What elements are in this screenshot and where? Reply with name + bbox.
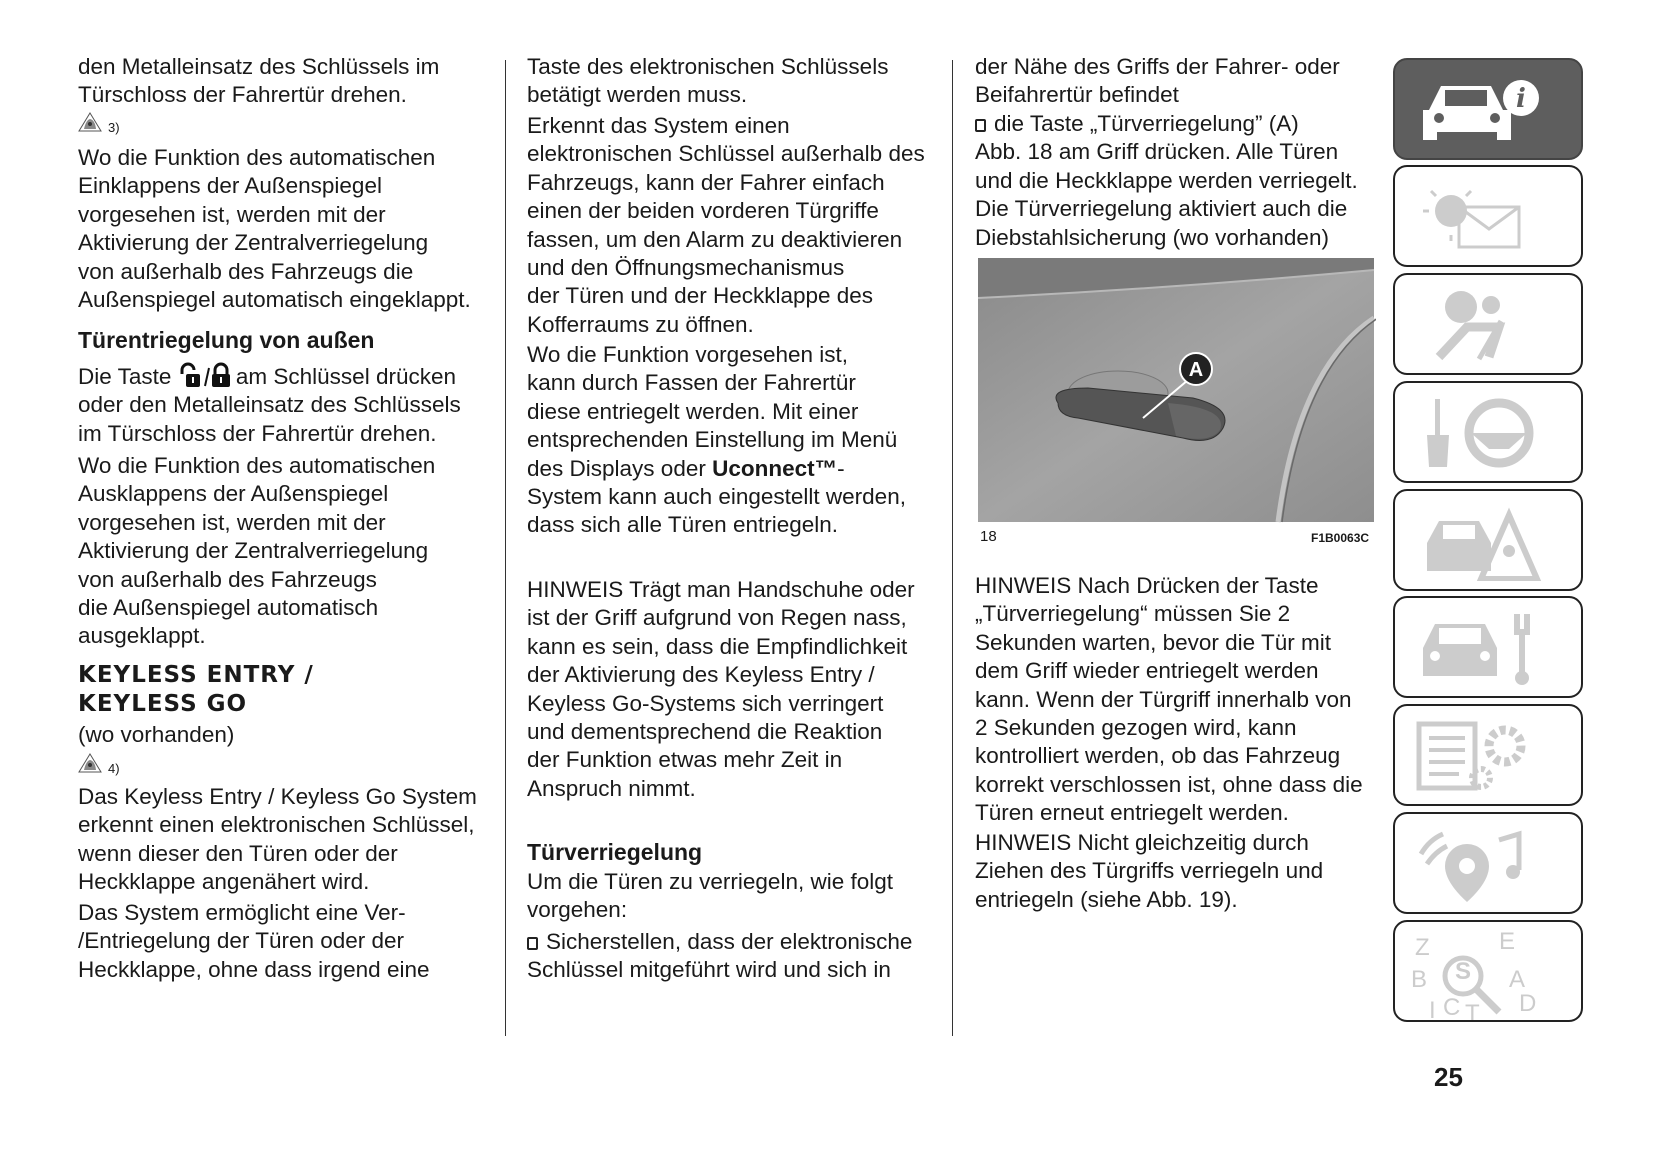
text-line: ist der Griff aufgrund von Regen nass, xyxy=(527,605,907,631)
text-line: von außerhalb des Fahrzeugs die xyxy=(78,258,414,284)
index-letter: A xyxy=(1509,966,1526,993)
chapter-tab[interactable] xyxy=(1393,489,1583,591)
section-heading xyxy=(78,661,314,719)
text-line: Einklappens der Außenspiegel xyxy=(78,173,382,199)
text-line: den Metalleinsatz des Schlüssels im xyxy=(78,54,440,79)
paragraph xyxy=(78,452,435,651)
chapter-tab[interactable] xyxy=(1393,920,1583,1022)
text-line: wenn dieser den Türen oder der xyxy=(78,840,398,866)
index-letter: T xyxy=(1465,1000,1480,1022)
text-line: KEYLESS GO xyxy=(78,691,248,717)
text-line: HINWEIS Nicht gleichzeitig durch xyxy=(975,830,1309,855)
text-segment: Sicherstellen, dass der elektronische xyxy=(546,929,913,954)
paragraph xyxy=(78,362,461,448)
text-line: vorgehen: xyxy=(527,897,628,923)
text-segment: am Schlüssel drücken xyxy=(229,364,456,389)
paragraph xyxy=(78,144,471,314)
paragraph xyxy=(527,928,912,985)
paragraph xyxy=(975,110,1358,252)
text-line: der Aktivierung des Keyless Entry / xyxy=(527,662,875,688)
chapter-tab[interactable] xyxy=(1393,58,1583,160)
figure-code: F1B0063C xyxy=(1311,531,1370,545)
text-line: im Türschloss der Fahrertür drehen. xyxy=(78,420,437,446)
subsection-heading xyxy=(78,326,374,354)
chapter-tab[interactable] xyxy=(1393,596,1583,698)
text-line: Taste des elektronischen Schlüssels xyxy=(527,54,889,79)
text-line: der Türen und der Heckklappe des xyxy=(527,283,874,309)
text-segment: - xyxy=(837,455,845,481)
text-line: Türen erneut entriegelt werden. xyxy=(975,800,1289,826)
paragraph xyxy=(78,783,477,897)
text-line: /Entriegelung der Türen oder der xyxy=(78,928,405,954)
text-line: diese entriegelt werden. Mit einer xyxy=(527,398,859,424)
chapter-tab[interactable] xyxy=(1393,812,1583,914)
text-line: Türentriegelung von außen xyxy=(78,327,375,353)
warning-triangle-icon xyxy=(78,753,102,783)
text-line: die Außenspiegel automatisch xyxy=(78,595,379,621)
warning-reference xyxy=(78,112,120,142)
figure-number: 18 xyxy=(980,528,997,545)
paragraph xyxy=(975,572,1363,828)
text-line: Wo die Funktion des automatischen xyxy=(78,145,436,170)
text-line: Die Türverriegelung aktiviert auch die xyxy=(975,196,1348,222)
text-line: Wo die Funktion vorgesehen ist, xyxy=(527,342,849,367)
paragraph xyxy=(527,868,893,925)
text-line: Wo die Funktion des automatischen xyxy=(78,453,436,478)
bullet-box-icon xyxy=(975,119,986,132)
index-letter: S xyxy=(1455,958,1472,985)
text-line: kontrolliert werden, ob das Fahrzeug xyxy=(975,743,1341,769)
text-line: Aktivierung der Zentralverriegelung xyxy=(78,538,429,564)
warning-ref-number: 3) xyxy=(108,120,120,135)
warning-ref-number: 4) xyxy=(108,761,120,776)
column-divider xyxy=(952,60,953,1036)
lock-unlock-icons xyxy=(178,364,230,389)
text-line xyxy=(975,110,1358,138)
bullet-box-icon xyxy=(527,937,538,950)
text-line: und die Heckklappe werden verriegelt. xyxy=(975,167,1358,193)
text-line: dem Griff wieder entriegelt werden xyxy=(975,658,1319,684)
subsection-heading xyxy=(527,838,702,866)
text-line: Aktivierung der Zentralverriegelung xyxy=(78,230,429,256)
paragraph xyxy=(527,576,915,803)
text-line: der Funktion etwas mehr Zeit in xyxy=(527,747,843,773)
chapter-tab[interactable] xyxy=(1393,381,1583,483)
index-letter: C xyxy=(1443,994,1461,1021)
text-line: von außerhalb des Fahrzeugs xyxy=(78,566,377,592)
index-letter: B xyxy=(1411,966,1428,993)
paragraph xyxy=(78,721,234,749)
text-line: Erkennt das System einen xyxy=(527,113,790,138)
text-line: Türverriegelung xyxy=(527,839,703,865)
text-line: KEYLESS ENTRY / xyxy=(78,662,314,688)
text-line: vorgesehen ist, werden mit der xyxy=(78,509,386,535)
text-line xyxy=(527,928,912,956)
column-divider xyxy=(505,60,506,1036)
text-line: Beifahrertür befindet xyxy=(975,82,1179,108)
paragraph xyxy=(527,53,888,110)
chapter-tab[interactable] xyxy=(1393,704,1583,806)
text-line: (wo vorhanden) xyxy=(78,722,235,747)
paragraph xyxy=(78,53,439,110)
index-letter: D xyxy=(1519,990,1537,1017)
text-line: oder den Metalleinsatz des Schlüssels xyxy=(78,392,461,418)
text-line: entsprechenden Einstellung im Menü xyxy=(527,427,898,453)
index-letters xyxy=(1395,922,1581,1020)
paragraph xyxy=(78,899,430,984)
text-line xyxy=(78,362,461,391)
text-line: und dementsprechend die Reaktion xyxy=(527,719,883,745)
text-line: „Türverriegelung“ müssen Sie 2 xyxy=(975,601,1291,627)
text-line xyxy=(527,455,906,483)
text-line: kann durch Fassen der Fahrertür xyxy=(527,370,856,396)
text-line: HINWEIS Trägt man Handschuhe oder xyxy=(527,577,915,602)
page-number: 25 xyxy=(1434,1062,1463,1092)
text-line: dass sich alle Türen entriegeln. xyxy=(527,512,839,538)
text-line: Heckklappe angenähert wird. xyxy=(78,869,370,895)
text-line: Anspruch nimmt. xyxy=(527,775,696,801)
text-line: Das Keyless Entry / Keyless Go System xyxy=(78,784,477,809)
bold-term: Uconnect™ xyxy=(712,455,838,481)
index-letter: Z xyxy=(1415,934,1430,961)
warning-reference xyxy=(78,753,120,783)
text-line: HINWEIS Nach Drücken der Taste xyxy=(975,573,1319,598)
text-segment: die Taste „Türverriegelung” (A) xyxy=(994,111,1299,136)
index-letter: E xyxy=(1499,928,1516,955)
text-line: betätigt werden muss. xyxy=(527,82,748,108)
text-line: Heckklappe, ohne dass irgend eine xyxy=(78,956,430,982)
text-line: Diebstahlsicherung (wo vorhanden) xyxy=(975,224,1329,250)
text-line: kann. Wenn der Türgriff innerhalb von xyxy=(975,686,1352,712)
text-line: Kofferraums zu öffnen. xyxy=(527,311,754,337)
text-line: fassen, um den Alarm zu deaktivieren xyxy=(527,226,903,252)
text-line: Um die Türen zu verriegeln, wie folgt xyxy=(527,869,893,894)
text-line: kann es sein, dass die Empfindlichkeit xyxy=(527,633,908,659)
text-line: vorgesehen ist, werden mit der xyxy=(78,201,386,227)
text-line: korrekt verschlossen ist, ohne dass die xyxy=(975,771,1363,797)
paragraph xyxy=(527,112,925,339)
paragraph xyxy=(975,53,1340,110)
text-line: und den Öffnungsmechanismus xyxy=(527,255,845,281)
chapter-tab[interactable] xyxy=(1393,273,1583,375)
text-line: System kann auch eingestellt werden, xyxy=(527,484,906,510)
text-segment: des Displays oder xyxy=(527,455,713,481)
figure-door-handle xyxy=(978,258,1376,524)
text-line: Türschloss der Fahrertür drehen. xyxy=(78,82,407,108)
text-segment: Die Taste xyxy=(78,364,178,389)
paragraph xyxy=(975,829,1323,914)
text-line: elektronischen Schlüssel außerhalb des xyxy=(527,141,925,167)
text-line: Schlüssel mitgeführt wird und sich in xyxy=(527,957,891,983)
svg-text:i: i xyxy=(1516,84,1526,114)
text-line: der Nähe des Griffs der Fahrer- oder xyxy=(975,54,1340,79)
text-line: erkennt einen elektronischen Schlüssel, xyxy=(78,812,475,838)
text-line: Sekunden warten, bevor die Tür mit xyxy=(975,629,1332,655)
text-line: Fahrzeugs, kann der Fahrer einfach xyxy=(527,169,885,195)
text-line: ausgeklappt. xyxy=(78,623,206,649)
text-line: einen der beiden vorderen Türgriffe xyxy=(527,198,879,224)
text-line: Ziehen des Türgriffs verriegeln und xyxy=(975,858,1324,884)
figure-callout: A xyxy=(1188,359,1204,381)
text-line: Das System ermöglicht eine Ver- xyxy=(78,900,406,925)
text-line: Keyless Go-Systems sich verringert xyxy=(527,690,884,716)
text-line: Abb. 18 am Griff drücken. Alle Türen xyxy=(975,139,1339,165)
svg-text:I: I xyxy=(1429,997,1436,1022)
text-line: entriegeln (siehe Abb. 19). xyxy=(975,886,1238,912)
warning-triangle-icon xyxy=(78,112,102,142)
chapter-tab[interactable] xyxy=(1393,165,1583,267)
text-line: Außenspiegel automatisch eingeklappt. xyxy=(78,287,471,313)
text-line: Ausklappens der Außenspiegel xyxy=(78,481,389,507)
text-line: 2 Sekunden gezogen wird, kann xyxy=(975,715,1297,741)
paragraph xyxy=(527,341,906,540)
